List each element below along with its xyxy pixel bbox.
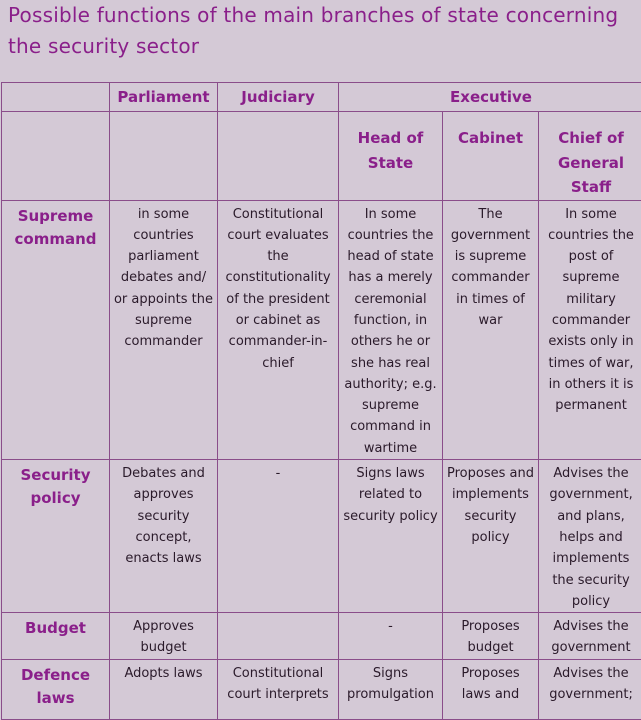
- empty-cell: [2, 112, 110, 201]
- table-row: [2, 659, 641, 719]
- subheader-row: [2, 112, 641, 201]
- table-cell: Proposes laws and: [443, 659, 539, 719]
- page-title: Possible functions of the main branches of state concerning the security sector: [8, 0, 638, 62]
- row-header: Security policy: [2, 460, 110, 613]
- table-cell: -: [218, 460, 339, 613]
- table-cell: Adopts laws: [110, 659, 218, 719]
- table-cell: Advises the government: [539, 613, 641, 660]
- row-header: Budget: [2, 613, 110, 660]
- col-header-head-of-state: Head of State: [339, 112, 443, 201]
- table-cell: [218, 613, 339, 660]
- table-cell: Constitutional court evaluates the constitutionality of the president or cabinet as commander-in-chief: [218, 200, 339, 460]
- table-cell: Constitutional court interprets: [218, 659, 339, 719]
- table-cell: Proposes and implements security policy: [443, 460, 539, 613]
- table-cell: In some countries the head of state has a merely ceremonial function, in others he or she has real authority; e.g. supreme command in wartime: [339, 200, 443, 460]
- col-header-judiciary: Judiciary: [218, 83, 339, 112]
- table-cell: in some countries parliament debates and/ or appoints the supreme commander: [110, 200, 218, 460]
- table-cell: Advises the government;: [539, 659, 641, 719]
- functions-table: [1, 82, 641, 720]
- table-cell: Signs laws related to security policy: [339, 460, 443, 613]
- table-cell: -: [339, 613, 443, 660]
- corner-cell: [2, 83, 110, 112]
- table-row: [2, 200, 641, 460]
- table-cell: Debates and approves security concept, enacts laws: [110, 460, 218, 613]
- table-cell: Advises the government, and plans, helps and implements the security policy: [539, 460, 641, 613]
- table-cell: In some countries the post of supreme military commander exists only in times of war, in others it is permanent: [539, 200, 641, 460]
- table-cell: Signs promulgation: [339, 659, 443, 719]
- row-header: Defence laws: [2, 659, 110, 719]
- col-header-cabinet: Cabinet: [443, 112, 539, 201]
- table-cell: The government is supreme commander in times of war: [443, 200, 539, 460]
- header-row: [2, 83, 641, 112]
- col-header-parliament: Parliament: [110, 83, 218, 112]
- empty-cell: [110, 112, 218, 201]
- col-header-chief-of-staff: Chief of General Staff: [539, 112, 641, 201]
- col-header-executive: Executive: [339, 83, 641, 112]
- row-header: Supreme command: [2, 200, 110, 460]
- table-row: [2, 613, 641, 660]
- table-row: [2, 460, 641, 613]
- table-cell: Proposes budget: [443, 613, 539, 660]
- table-cell: Approves budget: [110, 613, 218, 660]
- empty-cell: [218, 112, 339, 201]
